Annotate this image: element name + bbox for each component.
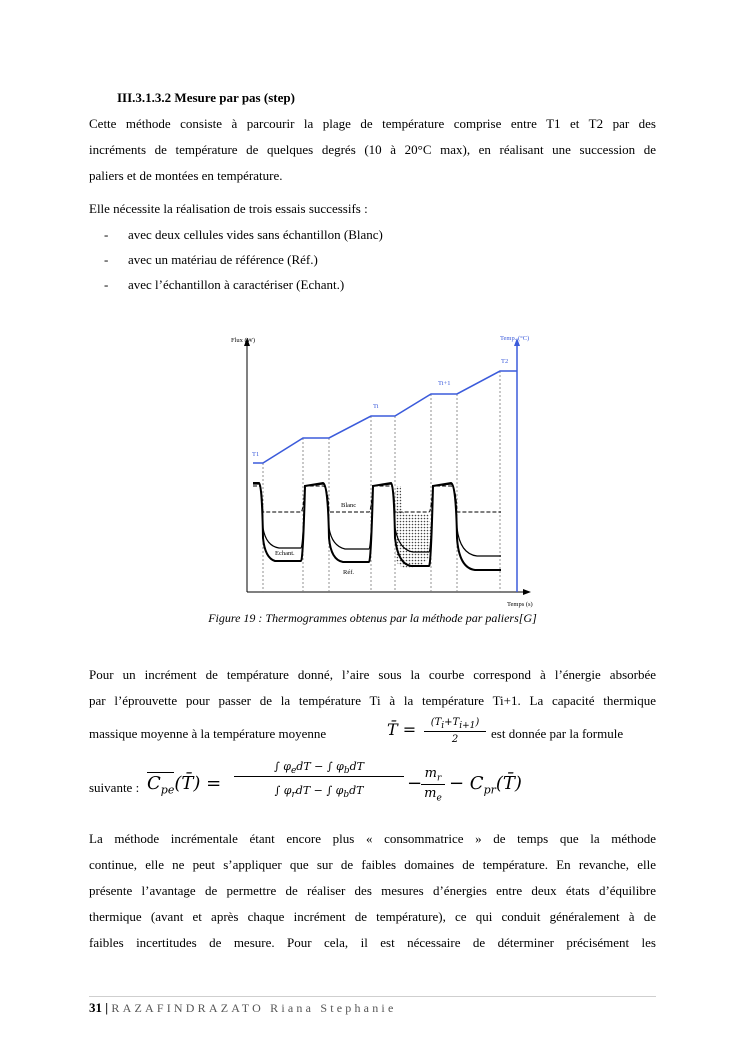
list-item-text: avec deux cellules vides sans échantillon (Blanc) bbox=[128, 227, 383, 242]
body-line: est donnée par la formule bbox=[491, 726, 624, 741]
page-footer bbox=[89, 1000, 396, 1016]
y-axis-label-right: Temp. (°C) bbox=[500, 335, 530, 342]
x-axis-label: Temps (s) bbox=[507, 601, 533, 608]
curve-blanc bbox=[253, 486, 501, 512]
closing-line: thermique (avant et après chaque incrément de température), ce qui conduit généralement à de bbox=[89, 909, 656, 924]
list-item: - avec un matériau de référence (Réf.) bbox=[104, 252, 318, 267]
formula-denominator: ∫ $\varphi_rdT$ − ∫ $\varphi_bdT$ bbox=[274, 784, 364, 801]
curve-label-echant: Echant. bbox=[275, 550, 295, 557]
closing-line: faibles incertitudes de mesure. Pour cela, il est nécessaire de déterminer précisément les bbox=[89, 935, 656, 950]
thermogram-figure bbox=[225, 328, 545, 611]
closing-line: présente l’avantage de permettre de réaliser des mesures d’énergies entre deux états d’équilibre bbox=[89, 883, 656, 898]
footer-divider bbox=[89, 996, 656, 997]
intro-line: Cette méthode consiste à parcourir la plage de température comprise entre T1 et T2 par des bbox=[89, 116, 656, 131]
temp-label-ti1: Ti+1 bbox=[438, 380, 451, 387]
formula-mass-ratio-den: $m_e$ bbox=[424, 786, 442, 804]
list-item-text: avec un matériau de référence (Réf.) bbox=[128, 252, 318, 267]
formula-lhs: $C_{pe}(T̄)$ = bbox=[147, 773, 222, 797]
footer-author: RAZAFINDRAZATO Riana Stephanie bbox=[111, 1001, 397, 1015]
closing-line: La méthode incrémentale étant encore plus « consommatrice » de temps que la méthode bbox=[89, 831, 656, 846]
body-line: massique moyenne à la température moyenne bbox=[89, 726, 327, 741]
formula-rhs: − $C_{pr}(T̄)$ bbox=[449, 773, 522, 797]
curve-label-blanc: Blanc bbox=[341, 502, 357, 509]
closing-paragraph bbox=[89, 826, 656, 956]
body-line: par l’éprouvette pour passer de la température Ti à la température Ti+1. La capacité thermique bbox=[89, 693, 656, 708]
page-number: 31 bbox=[89, 1000, 102, 1015]
formula-lead: suivante : bbox=[89, 780, 140, 795]
heat-capacity-formula bbox=[89, 758, 656, 816]
footer-separator: | bbox=[105, 1000, 109, 1015]
tests-lead bbox=[89, 196, 656, 222]
temp-label-ti: Ti bbox=[373, 403, 379, 410]
intro-line: incréments de température de quelques degrés (10 à 20°C max), en réalisant une succession de bbox=[89, 142, 656, 157]
intro-line: paliers et de montées en température. bbox=[89, 168, 283, 183]
tests-lead-text: Elle nécessite la réalisation de trois essais successifs : bbox=[89, 201, 368, 216]
list-item-text: avec l’échantillon à caractériser (Echant.) bbox=[128, 277, 345, 292]
intro-paragraph bbox=[89, 111, 656, 189]
formula-denominator: 2 bbox=[451, 734, 459, 745]
temperature-profile bbox=[253, 371, 517, 463]
list-item: - avec deux cellules vides sans échantillon (Blanc) bbox=[104, 227, 383, 242]
formula-numerator: ∫ $\varphi_edT$ − ∫ $\varphi_bdT$ bbox=[234, 760, 404, 777]
curve-ref bbox=[253, 484, 501, 556]
figure-caption: Figure 19 : Thermogrammes obtenus par la méthode par paliers[G] bbox=[208, 611, 537, 625]
formula-numerator: $(T_i+T_{i+1})$ bbox=[424, 717, 486, 732]
mean-temperature-line bbox=[89, 717, 656, 748]
formula-minus: − bbox=[407, 773, 423, 794]
section-heading: III.3.1.3.2 Mesure par pas (step) bbox=[117, 90, 295, 105]
y-axis-label-left: Flux (W) bbox=[231, 337, 256, 344]
body-line: Pour un incrément de température donné, l’aire sous la courbe correspond à l’énergie absorbée bbox=[89, 667, 656, 682]
temp-label-t1: T1 bbox=[252, 451, 260, 458]
closing-line: continue, elle ne peut s’appliquer que sur de faibles domaines de température. En revanche, elle bbox=[89, 857, 656, 872]
curve-label-ref: Réf. bbox=[343, 569, 355, 576]
body-paragraph bbox=[89, 662, 656, 714]
temp-label-t2: T2 bbox=[501, 358, 509, 365]
mean-temperature-formula: T̄ = bbox=[387, 720, 417, 739]
formula-mass-ratio-num: $m_r$ bbox=[421, 766, 445, 785]
list-item: - avec l’échantillon à caractériser (Echant.) bbox=[104, 277, 345, 292]
